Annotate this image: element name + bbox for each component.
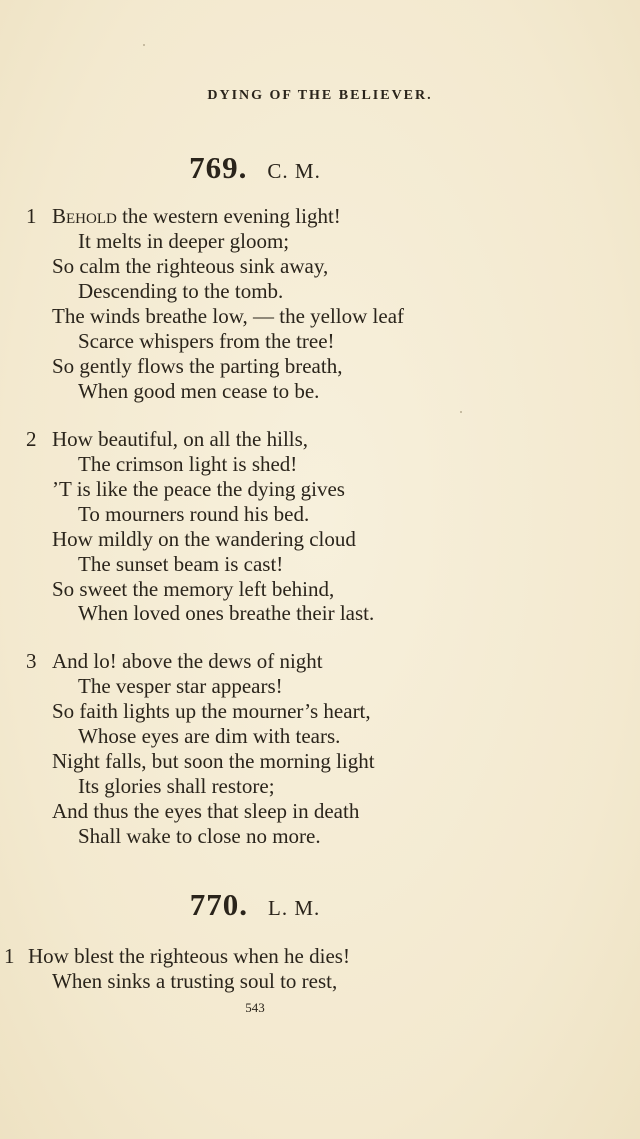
verse-line: So calm the righteous sink away, bbox=[52, 254, 329, 278]
verse-line: Shall wake to close no more. bbox=[78, 824, 321, 848]
verse-line: The winds breathe low, — the yellow leaf bbox=[52, 304, 405, 328]
verse-number: 1 bbox=[26, 204, 37, 228]
verse-line: When loved ones breathe their last. bbox=[78, 601, 375, 625]
verse-line: The sunset beam is cast! bbox=[78, 552, 284, 576]
verse-line: And thus the eyes that sleep in death bbox=[52, 799, 360, 823]
verse-line: ’T is like the peace the dying gives bbox=[52, 477, 345, 501]
verse-line: Whose eyes are dim with tears. bbox=[78, 724, 341, 748]
hymn-meter: L. M. bbox=[268, 896, 321, 920]
verse-line: Descending to the tomb. bbox=[78, 279, 284, 303]
running-head: DYING OF THE BELIEVER. bbox=[207, 88, 433, 103]
verse-line: The crimson light is shed! bbox=[78, 452, 298, 476]
verse-line: How blest the righteous when he dies! bbox=[28, 944, 350, 968]
verse-line: The vesper star appears! bbox=[78, 674, 283, 698]
verse-line: Night falls, but soon the morning light bbox=[52, 749, 375, 773]
hymn-769-header bbox=[0, 150, 510, 186]
verse-line: So gently flows the parting breath, bbox=[52, 354, 343, 378]
hymn-770-header bbox=[0, 887, 510, 923]
hymn-number: 770. bbox=[189, 887, 248, 922]
verse-number: 2 bbox=[26, 427, 37, 451]
verse-line: How beautiful, on all the hills, bbox=[52, 427, 309, 451]
verse-number: 1 bbox=[4, 944, 15, 968]
paper-speck bbox=[143, 44, 145, 46]
verse-line: When sinks a trusting soul to rest, bbox=[52, 969, 338, 993]
verse-line: So sweet the memory left behind, bbox=[52, 577, 335, 601]
verse-lead-word: Behold bbox=[52, 204, 117, 228]
verse-line: Scarce whispers from the tree! bbox=[78, 329, 335, 353]
verse-number: 3 bbox=[26, 649, 37, 673]
verse-line: So faith lights up the mourner’s heart, bbox=[52, 699, 371, 723]
page-number: 543 bbox=[245, 1000, 265, 1015]
verse-line-text: the western evening light! bbox=[116, 204, 341, 228]
verse-line: It melts in deeper gloom; bbox=[78, 229, 290, 253]
paper-speck bbox=[460, 411, 462, 413]
verse-line bbox=[52, 204, 341, 229]
verse-line: And lo! above the dews of night bbox=[52, 649, 323, 673]
hymn-meter: C. M. bbox=[267, 159, 321, 183]
verse-line: When good men cease to be. bbox=[78, 379, 320, 403]
verse-line: How mildly on the wandering cloud bbox=[52, 527, 356, 551]
verse-line: Its glories shall restore; bbox=[78, 774, 275, 798]
hymn-number: 769. bbox=[189, 150, 248, 185]
verse-line: To mourners round his bed. bbox=[78, 502, 310, 526]
